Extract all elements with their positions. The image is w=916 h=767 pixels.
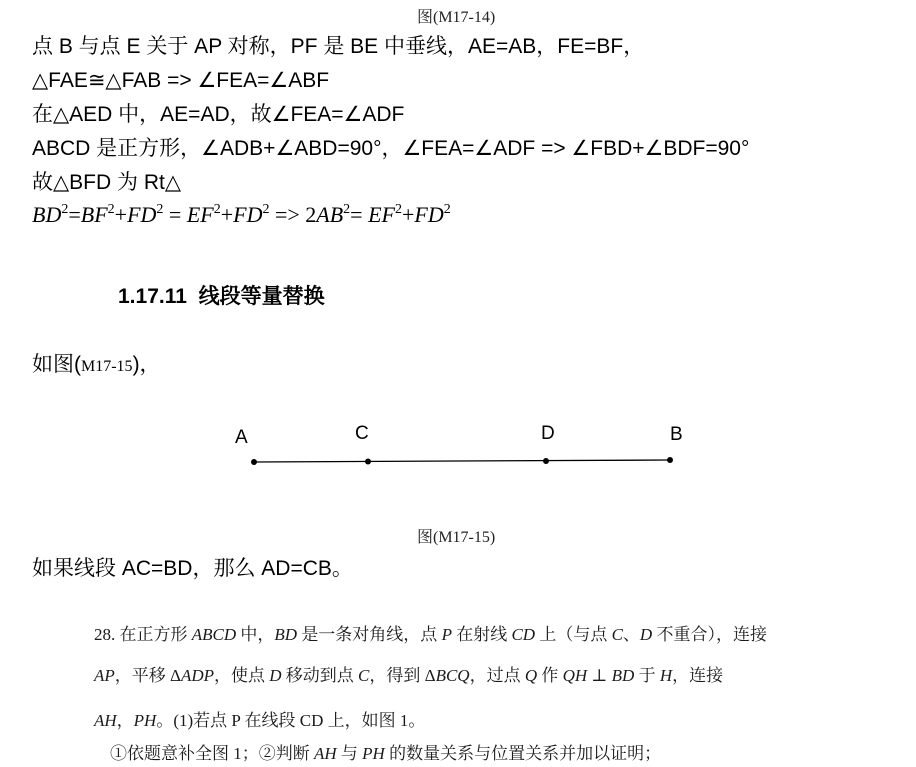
proof-line-1: 点 B 与点 E 关于 AP 对称，PF 是 BE 中垂线，AE=AB，FE=BF，: [32, 35, 645, 58]
point-c-dot: [365, 459, 371, 465]
figure-caption-m17-15: 图(M17-15): [417, 529, 496, 546]
intro-line: 如图(M17-15)，: [32, 353, 161, 376]
point-c-label: C: [355, 423, 369, 444]
proof-line-5: 故△BFD 为 Rt△: [32, 171, 181, 194]
problem-line-2: AP，平移 ΔADP，使点 D 移动到点 C，得到 ΔBCQ，过点 Q 作 QH ⊥ BD 于 H，连接: [94, 666, 724, 685]
problem-line-4: ①依题意补全图 1；②判断 AH 与 PH 的数量关系与位置关系并加以证明；: [110, 744, 662, 763]
point-a-dot: [251, 459, 257, 465]
proof-line-3: 在△AED 中，AE=AD，故∠FEA=∠ADF: [32, 103, 405, 126]
segment-ab-line: [254, 460, 670, 462]
point-d-dot: [543, 458, 549, 464]
point-b-dot: [667, 457, 673, 463]
proof-line-2: △FAE≅△FAB => ∠FEA=∠ABF: [32, 69, 330, 92]
figure-caption-m17-14: 图(M17-14): [417, 9, 496, 26]
problem-line-1: 28. 在正方形 ABCD 中，BD 是一条对角线，点 P 在射线 CD 上（与点 C、D 不重合），连接: [94, 625, 767, 644]
segment-figure: [0, 410, 916, 480]
proof-line-4: ABCD 是正方形，∠ADB+∠ABD=90°，∠FEA=∠ADF => ∠FBD+∠BDF=90°: [32, 137, 750, 160]
point-b-label: B: [670, 424, 683, 445]
point-a-label: A: [235, 427, 248, 448]
problem-line-3: AH，PH。(1)若点 P 在线段 CD 上，如图 1。: [94, 711, 426, 730]
pythagorean-equation: $BD^2=BF^2+FD^2 = EF^2+FD^2 => 2AB^2= EF^2+FD^2$: [32, 202, 451, 227]
conclusion-line: 如果线段 AC=BD，那么 AD=CB。: [32, 557, 353, 580]
section-heading: 1.17.11 线段等量替换: [118, 285, 325, 308]
point-d-label: D: [541, 423, 555, 444]
